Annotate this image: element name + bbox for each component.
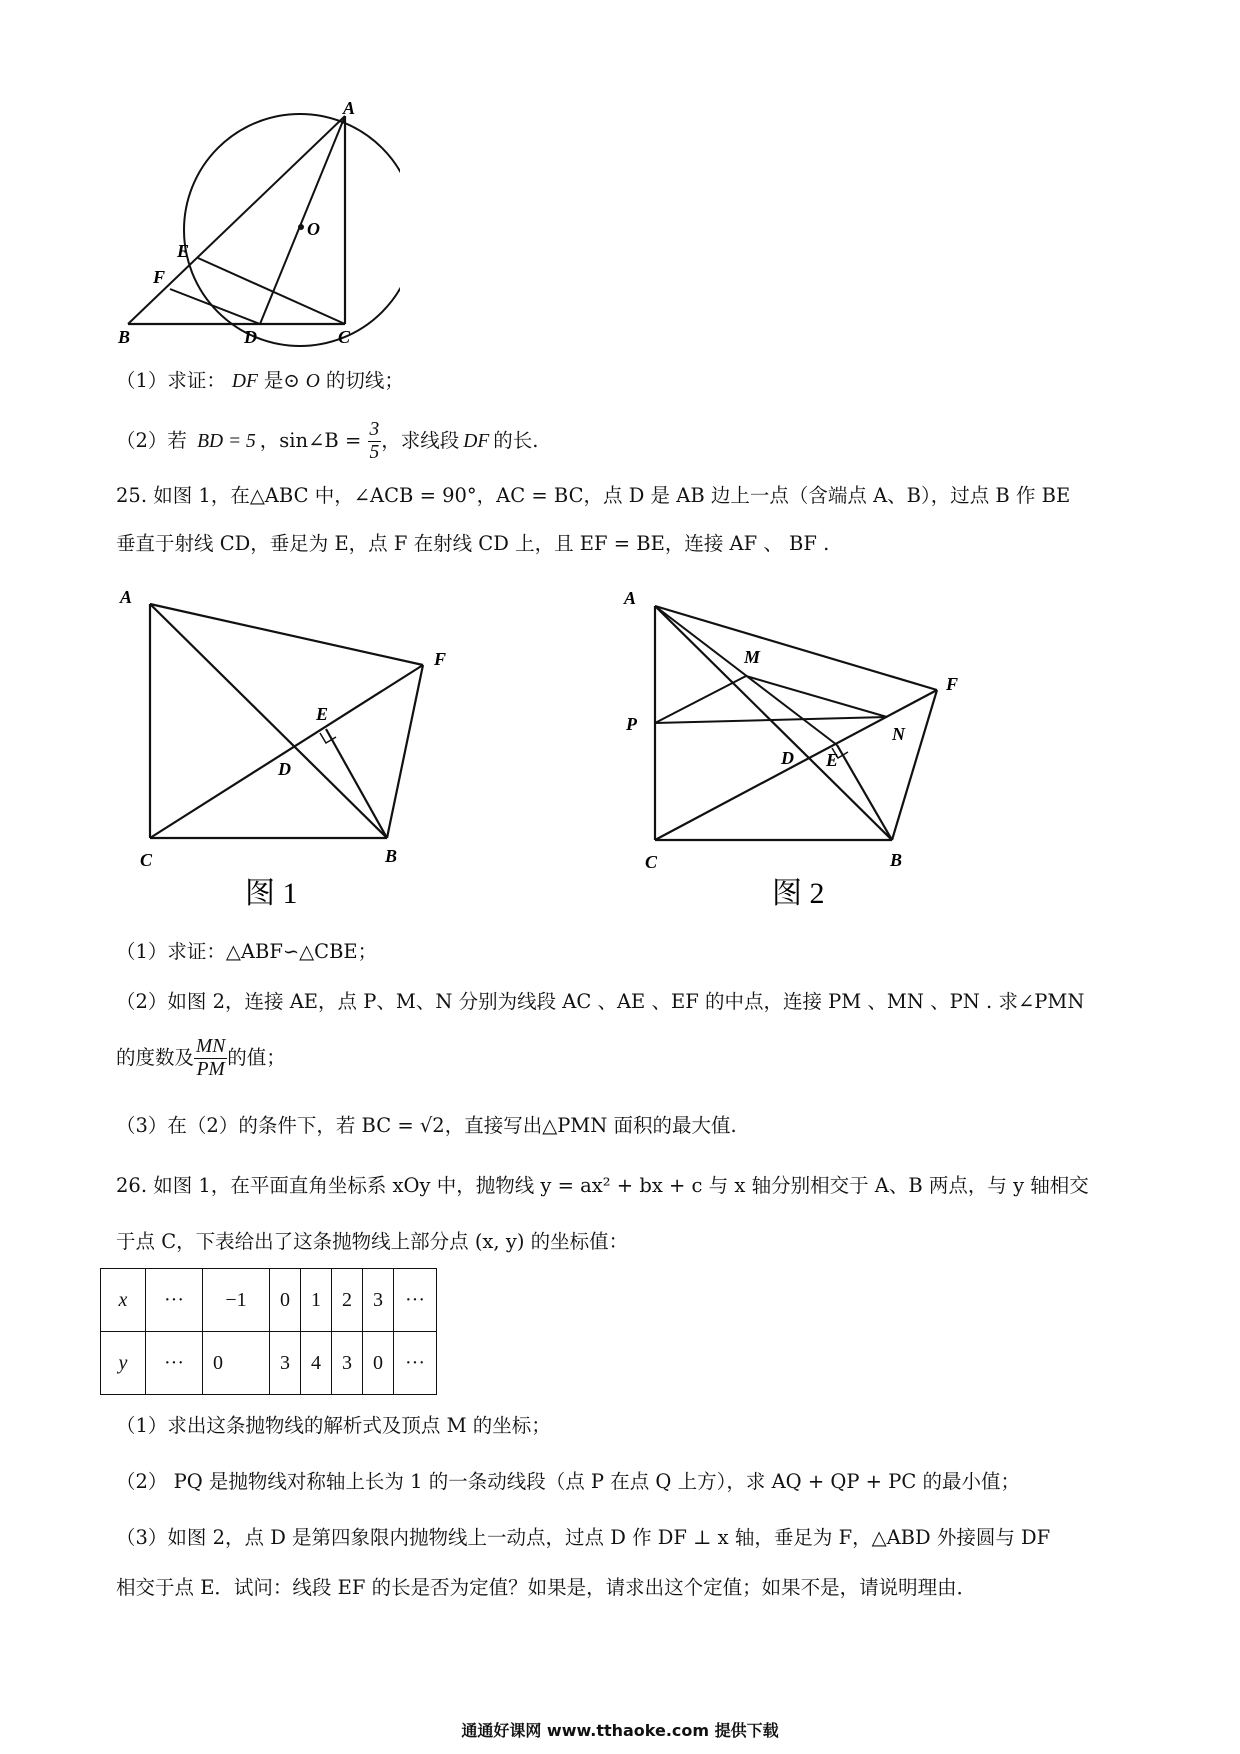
fig2-label-n: N xyxy=(892,724,905,744)
label-e: E xyxy=(177,241,190,261)
table-header-x: x xyxy=(101,1269,146,1332)
fig2-label-f: F xyxy=(946,674,959,694)
fig2-label-a: A xyxy=(624,588,637,608)
table-row-x xyxy=(101,1269,437,1332)
fraction-3-5: $\frac{3}{5}$ xyxy=(369,419,380,463)
fig1-caption: 图 1 xyxy=(245,877,298,910)
fig2-label-c: C xyxy=(645,852,658,872)
circle-o xyxy=(184,114,400,346)
label-d: D xyxy=(244,327,257,347)
q25-part3: （3）在（2）的条件下，若 BC = √2，直接写出△PMN 面积的最大值. xyxy=(116,1114,737,1137)
fig2-label-e: E xyxy=(826,750,839,770)
fig2-label-d: D xyxy=(781,748,794,768)
q26-part3-line1: （3）如图 2，点 D 是第四象限内抛物线上一动点，过点 D 作 DF ⊥ x 轴，垂足为 F，△ABD 外接圆与 DF xyxy=(116,1526,1051,1549)
fig2-caption: 图 2 xyxy=(772,877,825,910)
q24-part2: （2）若 BD = 5 ，sin∠B = $\frac{3}{5}$ ，求线段 DF 的长. xyxy=(116,419,539,463)
label-c: C xyxy=(338,327,351,347)
q25-part2-line1: （2）如图 2，连接 AE，点 P、M、N 分别为线段 AC 、AE 、EF 的中点，连接 PM 、MN 、PN . 求∠PMN xyxy=(116,990,1085,1013)
q25-statement-line1: 25. 如图 1，在△ABC 中，∠ACB = 90°，AC = BC，点 D 是 AB 边上一点（含端点 A、B），过点 B 作 BE xyxy=(116,484,1071,507)
figure-2 xyxy=(610,580,990,910)
table-row-y xyxy=(101,1332,437,1395)
label-o: O xyxy=(307,219,320,239)
fig2-label-b: B xyxy=(890,850,903,870)
fig2-label-p: P xyxy=(626,714,637,734)
table-cell: 2 xyxy=(332,1269,363,1332)
q26-statement-line1: 26. 如图 1，在平面直角坐标系 xOy 中，抛物线 y = ax² + bx + c 与 x 轴分别相交于 A、B 两点，与 y 轴相交 xyxy=(116,1174,1089,1197)
q26-part3-line2: 相交于点 E．试问：线段 EF 的长是否为定值？如果是，请求出这个定值；如果不是，请说明理由． xyxy=(116,1576,977,1599)
xy-value-table xyxy=(100,1268,437,1395)
fig1-label-c: C xyxy=(140,850,153,870)
table-cell: 3 xyxy=(270,1332,301,1395)
q26-part1: （1）求出这条抛物线的解析式及顶点 M 的坐标； xyxy=(116,1414,551,1437)
fig1-label-d: D xyxy=(278,759,291,779)
page-footer: 通通好课网 www.tthaoke.com 提供下载 xyxy=(461,1721,779,1740)
q26-statement-line2: 于点 C，下表给出了这条抛物线上部分点 (x, y) 的坐标值： xyxy=(116,1230,629,1253)
table-cell: 0 xyxy=(203,1332,270,1395)
table-cell: 4 xyxy=(301,1332,332,1395)
q24-part1: （1）求证： DF 是⊙ O 的切线； xyxy=(116,369,404,392)
fig1-label-a: A xyxy=(120,587,133,607)
table-cell: ··· xyxy=(146,1269,203,1332)
label-f: F xyxy=(153,267,166,287)
table-cell: ··· xyxy=(394,1269,437,1332)
table-header-y: y xyxy=(101,1332,146,1395)
q25-part2-line2: 的度数及 $\frac{MN}{PM}$ 的值； xyxy=(116,1036,286,1080)
q26-part2: （2） PQ 是抛物线对称轴上长为 1 的一条动线段（点 P 在点 Q 上方），求 AQ + QP + PC 的最小值； xyxy=(116,1470,1020,1493)
q25-part1: （1）求证：△ABF∽△CBE； xyxy=(116,940,378,963)
figure-1 xyxy=(110,580,460,910)
table-cell: ··· xyxy=(146,1332,203,1395)
fig2-label-m: M xyxy=(744,647,761,667)
fig1-label-e: E xyxy=(316,704,329,724)
label-a: A xyxy=(343,98,356,118)
table-cell: ··· xyxy=(394,1332,437,1395)
q25-statement-line2: 垂直于射线 CD，垂足为 E，点 F 在射线 CD 上，且 EF = BE，连接 AF 、 BF . xyxy=(116,532,830,555)
fig1-label-b: B xyxy=(385,846,398,866)
fig1-label-f: F xyxy=(434,649,447,669)
label-b: B xyxy=(118,327,131,347)
table-cell: 0 xyxy=(270,1269,301,1332)
table-cell: −1 xyxy=(203,1269,270,1332)
table-cell: 1 xyxy=(301,1269,332,1332)
fraction-mn-pm: $\frac{MN}{PM}$ xyxy=(196,1036,226,1080)
table-cell: 0 xyxy=(363,1332,394,1395)
circle-figure xyxy=(100,95,400,355)
table-cell: 3 xyxy=(363,1269,394,1332)
table-cell: 3 xyxy=(332,1332,363,1395)
